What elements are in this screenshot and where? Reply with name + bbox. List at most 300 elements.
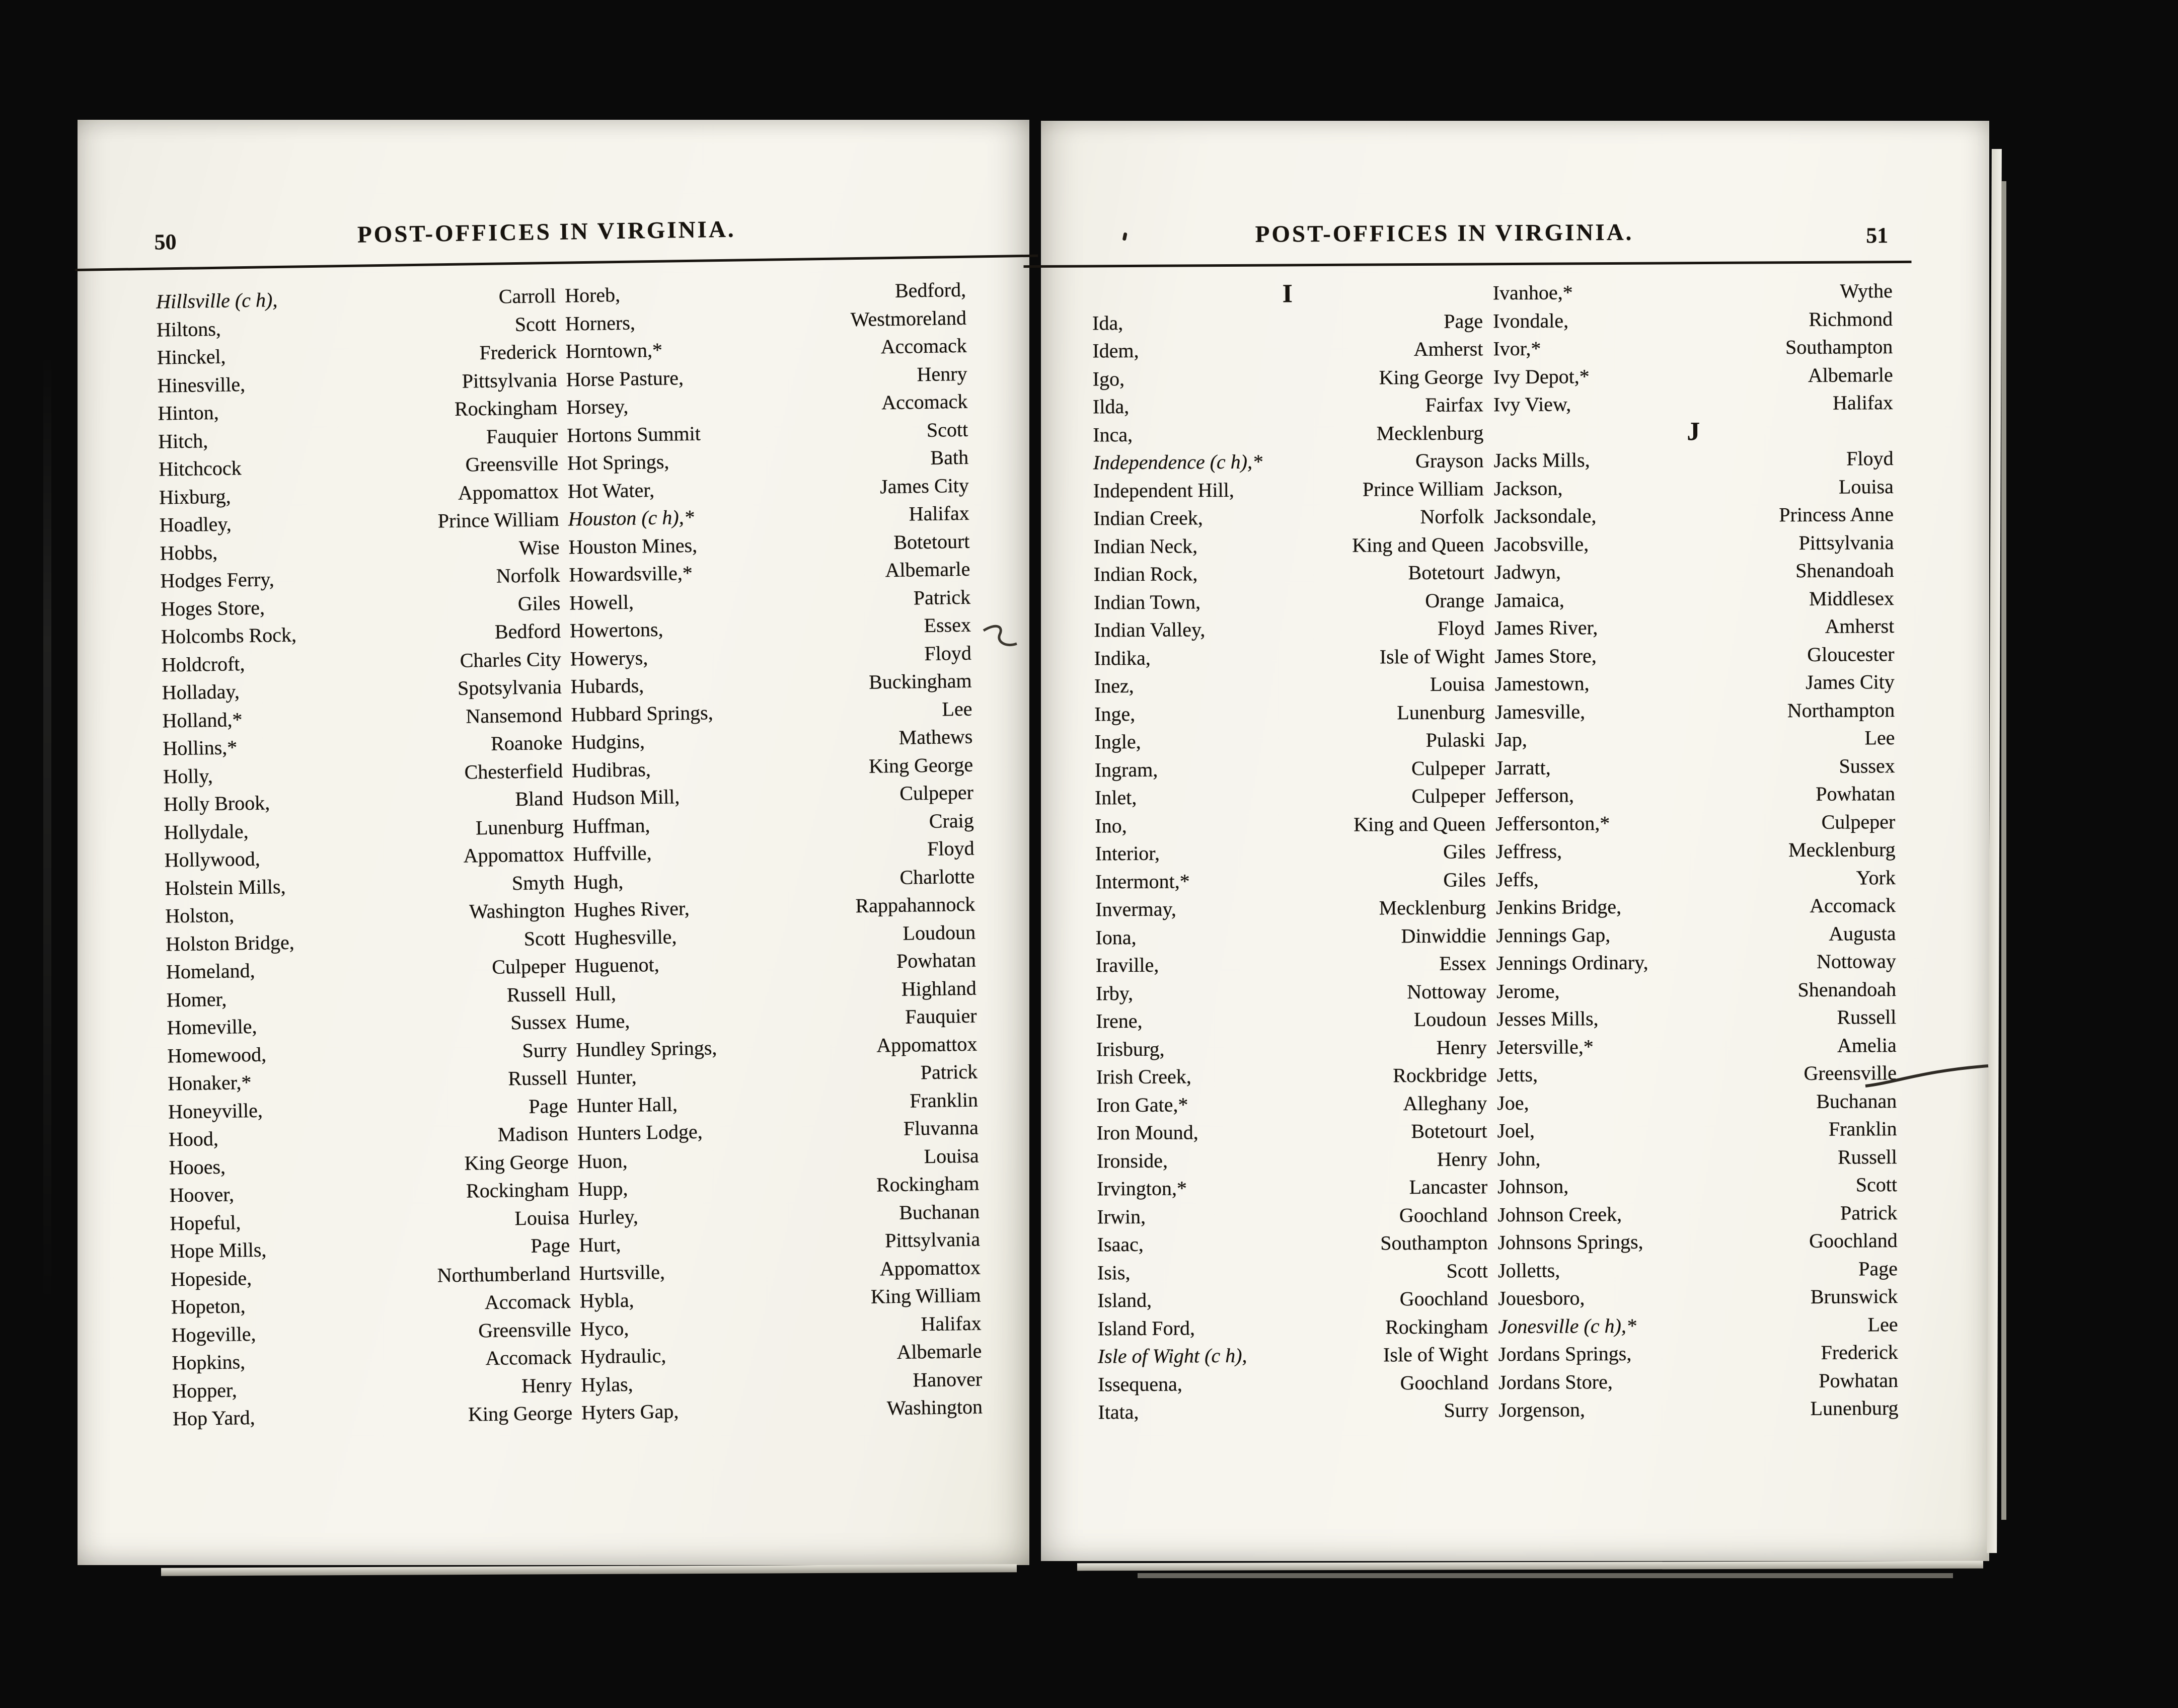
post-office-column <box>156 282 573 1433</box>
post-office-row <box>160 561 560 595</box>
county-name: Scott <box>523 926 566 950</box>
post-office-name: Hodges Ferry, <box>160 568 275 592</box>
post-office-name: Jacks Mills, <box>1493 448 1590 472</box>
county-name: Nansemond <box>466 703 562 728</box>
post-office-row <box>1496 864 1896 894</box>
county-name: Rockingham <box>1385 1314 1488 1338</box>
county-name: Essex <box>1439 952 1486 975</box>
post-office-name: Hiltons, <box>156 317 221 341</box>
post-office-name: Idem, <box>1092 339 1139 362</box>
county-name: Russell <box>506 982 567 1006</box>
post-office-name: Jamesville, <box>1495 700 1586 723</box>
county-name: Greensville <box>465 451 559 476</box>
county-name: Amherst <box>1413 337 1483 361</box>
county-name: Goochland <box>1809 1229 1898 1252</box>
post-office-name: Holladay, <box>162 680 240 704</box>
post-office-name: Jetts, <box>1496 1063 1538 1086</box>
post-office-row <box>1097 1312 1488 1343</box>
post-office-name: Igo, <box>1092 367 1125 390</box>
post-office-row <box>1098 1368 1488 1399</box>
county-name: Rockingham <box>876 1172 980 1196</box>
county-name: Appomattox <box>879 1256 981 1280</box>
post-office-name: Jeffress, <box>1495 839 1562 863</box>
county-name: Pittsylvania <box>462 368 557 393</box>
post-office-name: Howardsville,* <box>569 561 693 586</box>
post-office-name: Holly Brook, <box>163 791 270 816</box>
post-office-name: Homer, <box>166 987 227 1011</box>
county-name: Giles <box>1443 868 1486 891</box>
post-office-name: Holston Bridge, <box>165 930 295 955</box>
county-name: Henry <box>917 362 967 385</box>
county-name: Greensville <box>1804 1061 1897 1085</box>
post-office-row <box>1495 752 1895 782</box>
post-office-row <box>1097 1201 1487 1231</box>
post-office-row <box>1498 1310 1898 1341</box>
post-office-name: Jerome, <box>1496 979 1560 1002</box>
county-name: Surry <box>1444 1399 1489 1422</box>
county-name: Russell <box>1837 1005 1897 1029</box>
county-name: Gloucester <box>1807 642 1895 666</box>
county-name: Highland <box>901 976 977 1000</box>
post-office-name: Hughesville, <box>574 924 677 949</box>
post-office-name: Hollydale, <box>164 819 249 844</box>
post-office-name: Jefferson, <box>1495 784 1574 807</box>
county-name: Accomack <box>485 1345 572 1370</box>
post-office-row <box>1096 1117 1487 1147</box>
post-office-row <box>1093 475 1484 505</box>
county-name: Pittsylvania <box>1798 530 1894 554</box>
post-office-name: Honeyville, <box>168 1099 263 1123</box>
post-office-name: Indika, <box>1094 646 1151 669</box>
post-office-row <box>1496 919 1896 950</box>
post-office-name: Hubbard Springs, <box>571 701 714 726</box>
post-office-row <box>163 756 563 790</box>
post-office-name: Ino, <box>1095 814 1127 837</box>
post-office-name: Jamaica, <box>1494 588 1564 611</box>
post-office-name: Hobbs, <box>160 540 218 565</box>
post-office-name: Huffman, <box>572 813 650 837</box>
county-name: Alleghany <box>1403 1091 1487 1115</box>
county-name: Accomack <box>880 334 967 358</box>
county-name: Essex <box>924 613 971 637</box>
post-office-row <box>572 779 974 812</box>
county-name: Shenandoah <box>1797 977 1897 1001</box>
county-name: Goochland <box>1399 1203 1488 1226</box>
page-number: 51 <box>1866 223 1889 248</box>
post-office-row <box>1493 277 1893 307</box>
county-name: Smyth <box>511 871 565 894</box>
county-name: King George <box>464 1150 569 1175</box>
post-office-name: Interior, <box>1095 841 1160 865</box>
county-name: Orange <box>1425 588 1485 612</box>
county-name: Appomattox <box>458 480 559 504</box>
post-office-name: Howerys, <box>570 646 648 670</box>
head-rule <box>1023 261 1911 268</box>
county-name: Giles <box>517 591 561 615</box>
county-name: Northumberland <box>437 1262 571 1287</box>
post-office-name: Hitch, <box>158 429 208 453</box>
post-office-row <box>1497 1199 1897 1229</box>
county-name: King George <box>468 1401 573 1426</box>
post-office-name: Joe, <box>1497 1091 1529 1114</box>
post-office-name: Horntown,* <box>565 338 663 363</box>
post-office-name: Independent Hill, <box>1093 478 1234 502</box>
post-office-name: Jorgenson, <box>1498 1398 1586 1422</box>
post-office-row <box>1495 808 1895 838</box>
post-office-row <box>1094 698 1485 728</box>
post-office-name: Hyters Gap, <box>581 1400 679 1424</box>
county-name: Louisa <box>924 1144 979 1168</box>
post-office-row <box>1093 363 1483 393</box>
post-office-name: Hitchcock <box>158 456 242 481</box>
county-name: Goochland <box>1400 1370 1489 1394</box>
page-stack-edge <box>1138 1573 1953 1578</box>
county-name: King and Queen <box>1352 532 1484 557</box>
county-name: Richmond <box>1809 307 1893 331</box>
post-office-row <box>1094 642 1484 672</box>
post-office-row <box>1498 1226 1898 1257</box>
county-name: Bland <box>515 787 564 811</box>
county-name: Floyd <box>1846 447 1894 470</box>
post-office-row <box>1096 1033 1487 1063</box>
county-name: Buchanan <box>1816 1089 1897 1113</box>
post-office-name: Horsey, <box>566 395 629 419</box>
post-office-name: Houston Mines, <box>568 533 698 559</box>
post-office-name: Jesses Mills, <box>1496 1007 1599 1031</box>
county-name: Washington <box>469 898 565 923</box>
post-office-row <box>1498 1255 1898 1285</box>
post-office-name: Hudgins, <box>571 730 645 754</box>
county-name: Carroll <box>498 284 556 308</box>
post-office-name: Hunter Hall, <box>576 1092 678 1117</box>
county-name: Giles <box>1443 840 1486 863</box>
county-name: Lunenburg <box>1397 700 1485 724</box>
county-name: Prince William <box>437 507 560 532</box>
post-office-name: Hupp, <box>578 1177 628 1201</box>
post-office-name: Homeville, <box>167 1015 257 1039</box>
county-name: Scott <box>1446 1259 1488 1282</box>
post-office-row <box>1495 780 1895 810</box>
county-name: Lee <box>1867 1312 1898 1336</box>
county-name: Fauquier <box>486 424 558 448</box>
county-name: Franklin <box>1828 1117 1897 1140</box>
post-office-row <box>576 1030 978 1063</box>
county-name: Norfolk <box>1420 505 1484 528</box>
post-office-name: Howell, <box>569 590 634 614</box>
post-office-row <box>1096 1089 1487 1119</box>
post-office-name: Ingram, <box>1094 758 1158 781</box>
county-name: Grayson <box>1415 449 1484 473</box>
county-name: Buchanan <box>898 1200 980 1224</box>
county-name: Pittsylvania <box>884 1227 981 1252</box>
county-name: Hanover <box>913 1367 983 1391</box>
county-name: Culpeper <box>1821 810 1896 833</box>
post-office-row <box>159 505 559 539</box>
county-name: Appomattox <box>463 842 564 867</box>
post-office-name: Hood, <box>168 1127 219 1151</box>
post-office-name: Hudson Mill, <box>572 785 680 810</box>
county-name: Lee <box>942 697 972 721</box>
county-name: Frederick <box>479 340 557 364</box>
county-name: Mathews <box>898 725 973 749</box>
post-office-name: Isle of Wight (c h), <box>1097 1344 1247 1368</box>
county-name: Dinwiddie <box>1401 923 1486 947</box>
post-office-name: Jordans Store, <box>1498 1370 1613 1393</box>
county-name: Craig <box>929 809 974 832</box>
county-name: Nottoway <box>1816 950 1896 973</box>
county-name: Scott <box>514 312 557 336</box>
post-office-row <box>1494 640 1894 670</box>
post-office-name: Jeffs, <box>1495 868 1539 891</box>
post-office-row <box>1094 586 1484 616</box>
post-office-name: Ivor,* <box>1493 337 1541 360</box>
county-name: Bedford, <box>894 278 966 302</box>
county-name: Page <box>1858 1257 1898 1280</box>
county-name: Patrick <box>920 1060 978 1084</box>
post-office-name: Iraville, <box>1095 953 1159 977</box>
post-office-row <box>1096 1005 1486 1035</box>
post-office-row <box>1496 891 1896 921</box>
post-office-name: Hurt, <box>578 1233 621 1257</box>
post-office-name: Jacksondale, <box>1494 504 1597 528</box>
county-name: Bedford <box>494 619 561 643</box>
post-office-name: Indian Neck, <box>1093 534 1198 558</box>
post-office-name: Horeb, <box>564 283 621 307</box>
post-office-name: Howertons, <box>569 617 663 642</box>
post-office-name: Holland,* <box>162 708 243 732</box>
post-office-column <box>565 276 983 1427</box>
post-office-row <box>1493 361 1893 391</box>
post-office-name: Hunter, <box>576 1065 637 1089</box>
post-office-name: Hixburg, <box>159 484 231 509</box>
post-office-row <box>1493 389 1893 419</box>
post-office-name: Hope Mills, <box>170 1238 267 1263</box>
post-office-name: Johnson, <box>1497 1175 1569 1198</box>
county-name: Scott <box>926 418 968 441</box>
post-office-name: Inca, <box>1093 423 1133 446</box>
left-page <box>78 120 1029 1565</box>
county-name: Goochland <box>1399 1287 1488 1310</box>
post-office-row <box>1097 1228 1488 1259</box>
post-office-row <box>1493 444 1893 475</box>
post-office-name: Ingle, <box>1094 730 1141 753</box>
county-name: Albemarle <box>1808 363 1893 386</box>
county-name: Middlesex <box>1809 586 1895 610</box>
post-office-name: Houston (c h),* <box>568 505 695 530</box>
post-office-name: Itata, <box>1098 1400 1139 1424</box>
post-office-row <box>1094 558 1484 588</box>
post-office-row <box>1095 782 1485 812</box>
post-office-name: Irish Creek, <box>1096 1065 1191 1089</box>
county-name: Powhatan <box>1816 782 1896 805</box>
ink-speck <box>1122 232 1128 241</box>
county-name: Pulaski <box>1425 728 1485 751</box>
post-office-name: Hoover, <box>169 1183 235 1207</box>
post-office-name: Ida, <box>1092 311 1123 334</box>
post-office-row <box>1496 947 1896 977</box>
post-office-name: Irvington,* <box>1096 1177 1187 1200</box>
county-name: Augusta <box>1829 921 1896 945</box>
county-name: Henry <box>1436 1035 1487 1059</box>
post-office-name: Jonesville (c h),* <box>1498 1314 1636 1338</box>
post-office-row <box>1095 810 1485 840</box>
post-office-name: Jadwyn, <box>1494 560 1561 584</box>
head-rule <box>75 255 1038 271</box>
post-office-name: Holcombs Rock, <box>161 623 297 648</box>
county-name: Nottoway <box>1407 979 1487 1003</box>
county-name: Southampton <box>1785 335 1893 359</box>
post-office-name: Jetersville,* <box>1496 1035 1594 1058</box>
post-office-name: Hillsville (c h), <box>156 288 278 313</box>
post-office-row <box>1495 835 1895 866</box>
post-office-name: Intermont,* <box>1095 869 1190 893</box>
post-office-row <box>1497 1115 1897 1145</box>
post-office-row <box>1092 307 1483 337</box>
right-page <box>1041 121 1989 1561</box>
post-office-name: Hubards, <box>570 674 644 698</box>
county-name: Franklin <box>910 1088 979 1112</box>
county-name: Madison <box>497 1122 569 1146</box>
post-office-row <box>1095 754 1485 784</box>
post-office-name: Jordans Springs, <box>1498 1342 1632 1366</box>
county-name: Frederick <box>1821 1341 1898 1364</box>
post-office-name: Holly, <box>163 764 213 788</box>
county-name: Lunenburg <box>1810 1396 1899 1420</box>
county-name: James City <box>1806 670 1895 693</box>
post-office-name: Hydraulic, <box>580 1344 666 1368</box>
post-office-row <box>1094 614 1484 644</box>
post-office-name: Inez, <box>1094 674 1134 697</box>
post-office-name: Hopeful, <box>170 1210 241 1234</box>
post-office-row <box>1096 1061 1487 1091</box>
post-office-name: Hooes, <box>169 1155 226 1179</box>
county-name: Buckingham <box>868 669 972 693</box>
post-office-name: Huffville, <box>573 841 652 866</box>
post-office-name: Irene, <box>1096 1009 1143 1033</box>
post-office-row <box>1494 528 1894 559</box>
county-name: Charles City <box>460 647 562 672</box>
post-office-name: Johnsons Springs, <box>1497 1230 1643 1254</box>
post-office-row <box>1495 668 1895 698</box>
section-letter: J <box>1687 417 1700 446</box>
post-office-row <box>1095 837 1485 868</box>
post-office-name: Jouesboro, <box>1498 1286 1585 1310</box>
county-name: Shenandoah <box>1795 559 1894 582</box>
post-office-row <box>1495 696 1895 726</box>
post-office-row <box>1498 1366 1898 1396</box>
post-office-row <box>1093 446 1483 477</box>
post-office-name: Isis, <box>1097 1261 1131 1284</box>
post-office-row <box>569 555 970 589</box>
post-office-name: Isaac, <box>1097 1232 1144 1256</box>
county-name: Greensville <box>478 1317 571 1342</box>
county-name: Prince William <box>1362 477 1484 501</box>
post-office-name: Horners, <box>565 311 636 335</box>
post-office-row <box>165 896 565 930</box>
post-office-row <box>1494 556 1894 586</box>
county-name: Fluvanna <box>903 1116 979 1140</box>
post-office-name: Hopkins, <box>172 1350 246 1374</box>
post-office-row <box>1095 893 1486 923</box>
county-name: Culpeper <box>1411 784 1486 808</box>
post-office-name: Honaker,* <box>167 1070 252 1095</box>
post-office-row <box>166 952 566 986</box>
post-office-row <box>581 1393 983 1427</box>
post-office-row <box>1497 1087 1897 1117</box>
post-office-name: Independence (c h),* <box>1093 450 1263 474</box>
post-office-name: Johnson Creek, <box>1497 1202 1622 1226</box>
county-name: Lunenburg <box>475 815 564 839</box>
county-name: Chesterfield <box>464 759 563 784</box>
county-name: Roanoke <box>490 731 563 755</box>
post-office-name: Holstein Mills, <box>165 875 286 899</box>
post-office-row <box>566 387 968 421</box>
post-office-name: Hylas, <box>580 1372 633 1396</box>
county-name: Page <box>531 1233 570 1257</box>
county-name: Mecklenburg <box>1379 896 1486 919</box>
county-name: Loudoun <box>1413 1007 1487 1031</box>
post-office-row <box>173 1399 573 1433</box>
county-name: Rockingham <box>466 1178 569 1202</box>
post-office-name: Jacobsville, <box>1494 532 1589 556</box>
post-office-name: Jolletts, <box>1497 1259 1560 1282</box>
post-office-row <box>1498 1394 1898 1424</box>
post-office-row <box>570 667 972 701</box>
post-office-row <box>1493 305 1893 335</box>
county-name: James City <box>879 474 969 498</box>
post-office-name: Jeffersonton,* <box>1495 811 1610 835</box>
post-office-name: Inlet, <box>1094 786 1137 809</box>
county-name: York <box>1856 866 1896 889</box>
county-name: Louisa <box>514 1206 570 1229</box>
post-office-row <box>1094 726 1485 756</box>
post-office-name: Holston, <box>165 903 235 927</box>
county-name: Halifax <box>909 501 969 525</box>
post-office-name: Jap, <box>1495 728 1527 751</box>
post-office-name: Hinesville, <box>157 372 246 397</box>
post-office-name: Island Ford, <box>1097 1316 1195 1340</box>
county-name: Washington <box>886 1395 983 1420</box>
post-office-column <box>1493 277 1899 1424</box>
county-name: Powhatan <box>896 948 977 972</box>
county-name: Russell <box>1837 1145 1897 1169</box>
county-name: Accomack <box>484 1289 571 1314</box>
post-office-row <box>1497 1059 1897 1089</box>
post-office-name: Jennings Gap, <box>1496 923 1611 947</box>
county-name: Louisa <box>1838 475 1894 498</box>
county-name: Albemarle <box>896 1339 982 1364</box>
county-name: Russell <box>508 1066 568 1090</box>
county-name: Botetourt <box>1408 561 1484 584</box>
post-office-name: Hudibras, <box>571 757 651 782</box>
county-name: Fairfax <box>1425 393 1484 416</box>
county-name: Patrick <box>1840 1201 1898 1224</box>
county-name: Loudoun <box>903 920 976 945</box>
county-name: King George <box>868 753 973 778</box>
county-name: Scott <box>1855 1173 1898 1196</box>
post-office-name: Hurley, <box>578 1205 639 1228</box>
post-office-row <box>1093 530 1484 561</box>
county-name: Albemarle <box>885 557 970 582</box>
post-office-name: James River, <box>1494 616 1598 640</box>
post-office-name: Horse Pasture, <box>566 366 684 391</box>
county-name: King and Queen <box>1354 812 1486 836</box>
post-office-name: Hot Water, <box>567 478 655 503</box>
county-name: Rockbridge <box>1393 1063 1487 1087</box>
post-office-name: Hollywood, <box>164 847 261 872</box>
county-name: Floyd <box>1437 616 1485 640</box>
post-office-name: Island, <box>1097 1288 1152 1312</box>
